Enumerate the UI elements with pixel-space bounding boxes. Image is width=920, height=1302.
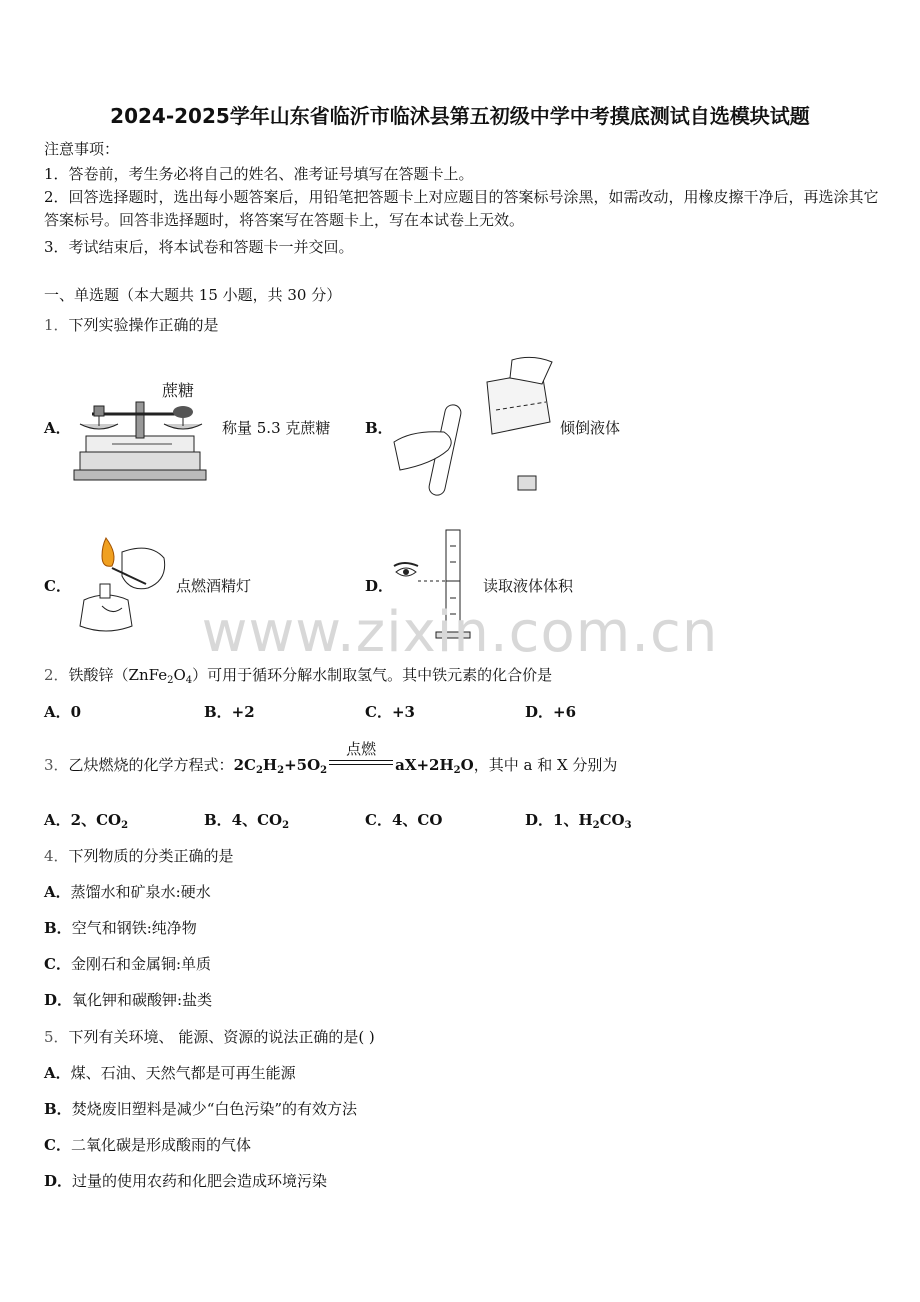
q1-option-a-letter: A． <box>44 419 71 437</box>
subscript: 4 <box>185 675 193 686</box>
q1-option-c-label: 点燃酒精灯 <box>176 577 252 595</box>
question-stem-post: ，其中 a 和 X 分别为 <box>473 756 618 774</box>
question-number: 2． <box>44 666 69 684</box>
q3-option-d: D．1、$H_2CO_3$ <box>525 811 632 831</box>
q5-option-a: A．煤、石油、天然气都是可再生能源 <box>44 1064 296 1082</box>
notice-heading: 注意事项： <box>44 140 120 158</box>
q1-option-c-letter: C． <box>44 577 71 595</box>
equation-part: aX+2H <box>395 756 454 774</box>
q1-option-b-letter: B． <box>365 419 393 437</box>
q2-option-a: A．0 <box>44 703 82 721</box>
q3-option-b: B．4、$CO_2$ <box>204 811 290 831</box>
notice-item-1: 1．答卷前，考生务必将自己的姓名、准考证号填写在答题卡上。 <box>44 165 474 183</box>
question-stem-mid: O <box>173 666 186 684</box>
reaction-condition: 点燃 <box>346 740 377 758</box>
equation-part: H <box>262 756 278 774</box>
question-stem-post: ）可用于循环分解水制取氢气。其中铁元素的化合价是 <box>192 666 553 684</box>
subscript: 2 <box>167 675 174 686</box>
question-stem: 下列实验操作正确的是 <box>68 316 219 334</box>
page-title: 2024-2025学年山东省临沂市临沭县第五初级中学中考摸底测试自选模块试题 <box>110 104 810 128</box>
question-stem-pre: 乙炔燃烧的化学方程式： <box>68 756 234 774</box>
q2-option-b: B．+2 <box>204 703 255 721</box>
subscript: 2 <box>320 765 328 776</box>
question-3 <box>44 740 618 776</box>
q5-option-c: C．二氧化碳是形成酸雨的气体 <box>44 1136 251 1154</box>
q5-option-b: B．焚烧废旧塑料是减少“白色污染”的有效方法 <box>44 1100 358 1118</box>
fig-sugar-label: 蔗糖 <box>162 381 195 400</box>
question-number: 3． <box>44 756 69 774</box>
reaction-arrow <box>327 740 395 776</box>
q3-option-a: A．2、$CO_2$ <box>44 811 129 831</box>
pouring-liquid-figure <box>392 352 557 502</box>
q1-option-b-label: 倾倒液体 <box>560 419 621 437</box>
q1-option-a-label: 称量 5.3 克蔗糖 <box>222 419 331 437</box>
question-stem: 下列物质的分类正确的是 <box>68 847 234 865</box>
q1-option-d-label: 读取液体体积 <box>483 577 574 595</box>
notice-item-3: 3．考试结束后，将本试卷和答题卡一并交回。 <box>44 238 354 256</box>
q2-option-c: C．+3 <box>365 703 415 721</box>
question-stem: 下列有关环境、 能源、资源的说法正确的是( ) <box>68 1028 375 1046</box>
watermark: www.zixin.com.cn <box>201 600 719 665</box>
q4-option-d: D．氧化钾和碳酸钾:盐类 <box>44 991 213 1009</box>
q3-option-c: C．4、CO <box>365 811 443 829</box>
equation-part: +5O <box>284 756 321 774</box>
subscript: 2 <box>453 765 461 776</box>
q4-option-c: C．金刚石和金属铜:单质 <box>44 955 212 973</box>
question-4 <box>44 845 234 866</box>
balance-scale-figure <box>72 378 212 488</box>
section-heading: 一、单选题（本大题共 15 小题，共 30 分） <box>44 286 342 304</box>
question-2 <box>44 664 552 686</box>
q4-option-b: B．空气和钢铁:纯净物 <box>44 919 197 937</box>
equation-part: 2C <box>233 756 256 774</box>
q5-option-d: D．过量的使用农药和化肥会造成环境污染 <box>44 1172 328 1190</box>
q2-option-d: D．+6 <box>525 703 577 721</box>
question-1 <box>44 314 219 335</box>
question-number: 4． <box>44 847 69 865</box>
question-number: 5． <box>44 1028 69 1046</box>
subscript: 2 <box>277 765 285 776</box>
q1-option-d-letter: D． <box>365 577 394 595</box>
question-5 <box>44 1026 375 1047</box>
equation-part: O <box>460 756 474 774</box>
q4-option-a: A．蒸馏水和矿泉水:硬水 <box>44 883 211 901</box>
question-stem-pre: 铁酸锌（ZnFe <box>68 666 168 684</box>
subscript: 2 <box>255 765 263 776</box>
question-number: 1． <box>44 316 69 334</box>
notice-item-2: 2．回答选择题时，选出每小题答案后，用铅笔把答题卡上对应题目的答案标号涂黑，如需改动，用橡皮擦干净后，再选涂其它答案标号。回答非选择题时，将答案写在答题卡上，写在本试卷上无效。 <box>44 188 879 229</box>
